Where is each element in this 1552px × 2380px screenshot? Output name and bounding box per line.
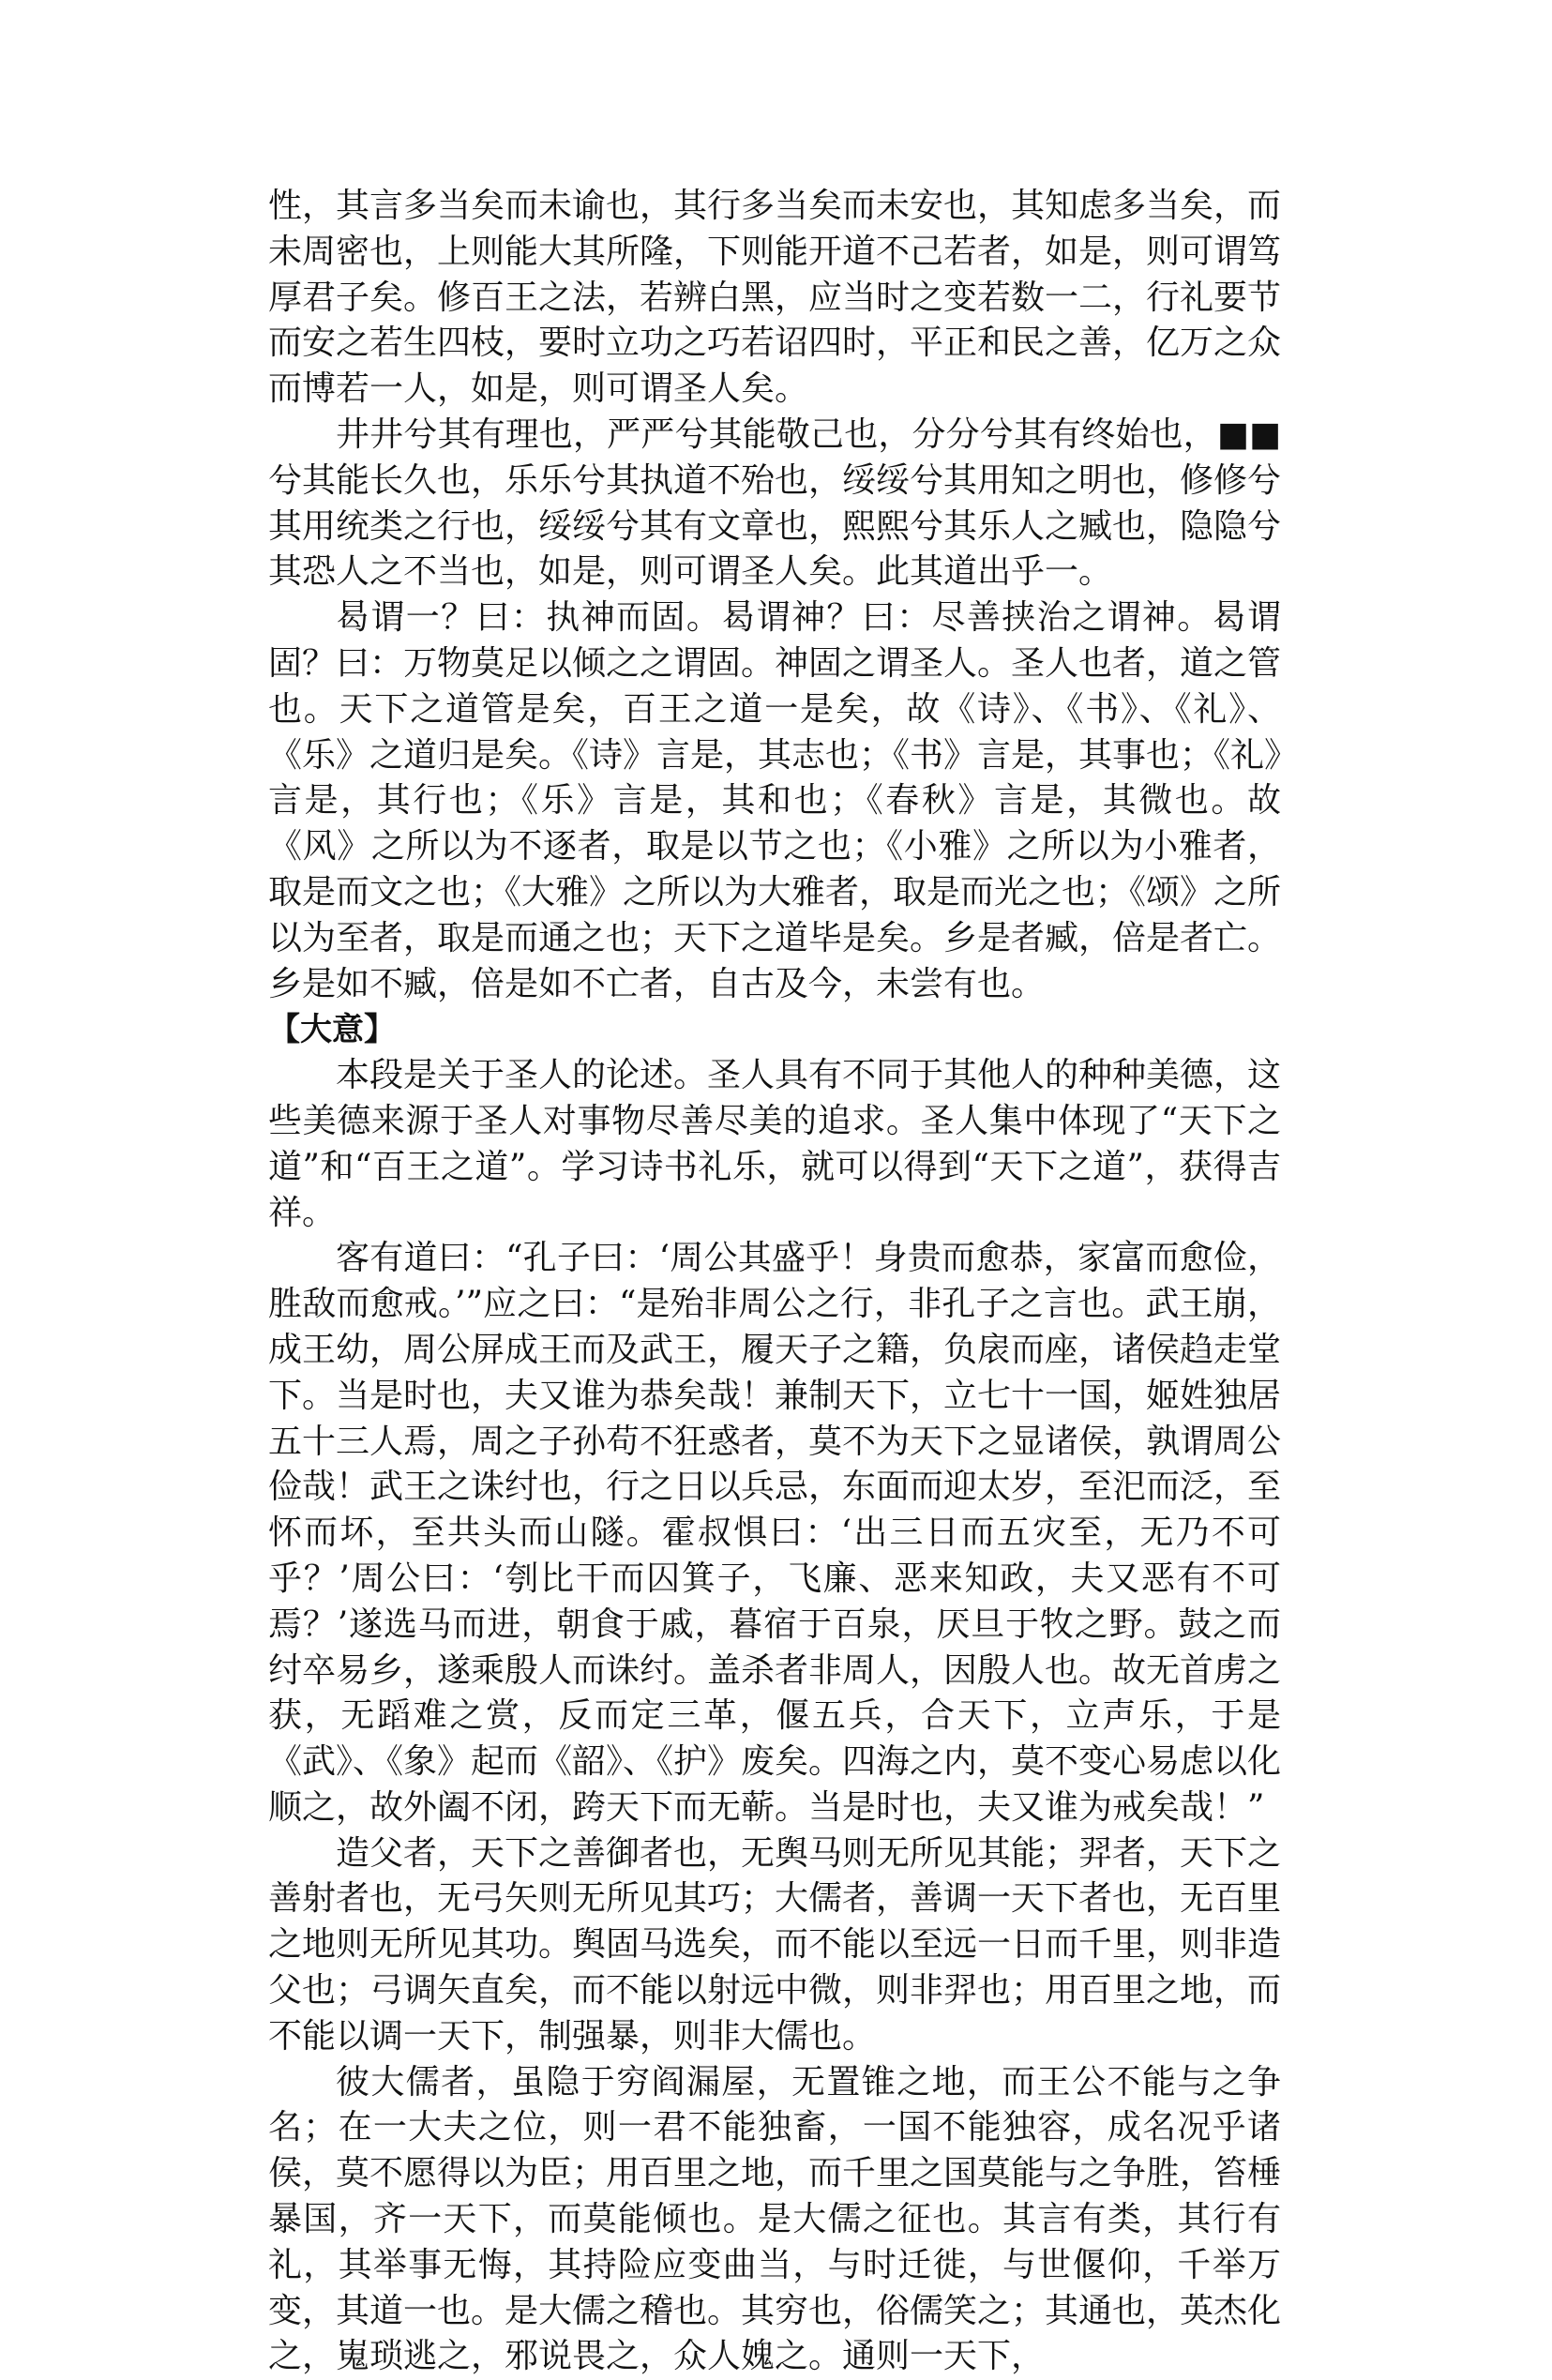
section-heading-dayi: 【大意】 <box>268 1011 396 1049</box>
paragraph-3: 曷谓一？曰：执神而固。曷谓神？曰：尽善挟治之谓神。曷谓固？曰：万物莫足以倾之之谓固。神固之谓圣人。圣人也者，道之管也。天下之道管是矣，百王之道一是矣，故《诗》、《书》、《礼》、《乐》之道归是矣。《诗》言是，其志也；《书》言是，其事也；《礼》言是，其行也；《乐》言是，其和也；《春秋》言是，其微也。故《风》之所以为不逐者，取是以节之也；《小雅》之所以为小雅者，取是而文之也；《大雅》之所以为大雅者，取是而光之也；《颂》之所以为至者，取是而通之也；天下之道毕是矣。乡是者臧，倍是者亡。乡是如不臧，倍是如不亡者，自古及今，未尝有也。 <box>268 598 1282 1003</box>
paragraph-zhougong: 客有道曰：“孔子曰：‘周公其盛乎！身贵而愈恭，家富而愈俭，胜敌而愈戒。’”应之曰：“是殆非周公之行，非孔子之言也。武王崩，成王幼，周公屏成王而及武王，履天子之籍，负扆而座，诸侯趋走堂下。当是时也，夫又谁为恭矣哉！兼制天下，立七十一国，姬姓独居五十三人焉，周之子孙苟不狂惑者，莫不为天下之显诸侯，孰谓周公俭哉！武王之诛纣也，行之日以兵忌，东面而迎太岁，至汜而泛，至怀而坏，至共头而山隧。霍叔惧曰：‘出三日而五灾至，无乃不可乎？’周公曰：‘刳比干而囚箕子，飞廉、恶来知政，夫又恶有不可焉？’遂选马而进，朝食于戚，暮宿于百泉，厌旦于牧之野。鼓之而纣卒易乡，遂乘殷人而诛纣。盖杀者非周人，因殷人也。故无首虏之获，无蹈难之赏，反而定三革，偃五兵，合天下，立声乐，于是《武》、《象》起而《韶》、《护》废矣。四海之内，莫不变心易虑以化顺之，故外阖不闭，跨天下而无蕲。当是时也，夫又谁为戒矣哉！” <box>268 1239 1282 1827</box>
paragraph-summary: 本段是关于圣人的论述。圣人具有不同于其他人的种种美德，这些美德来源于圣人对事物尽善尽美的追求。圣人集中体现了“天下之道”和“百王之道”。学习诗书礼乐，就可以得到“天下之道”，获得吉祥。 <box>268 1056 1282 1232</box>
paragraph-zaofu: 造父者，天下之善御者也，无舆马则无所见其能；羿者，天下之善射者也，无弓矢则无所见其巧；大儒者，善调一天下者也，无百里之地则无所见其功。舆固马选矣，而不能以至远一日而千里，则非造父也；弓调矢直矣，而不能以射远中微，则非羿也；用百里之地，而不能以调一天下，制强暴，则非大儒也。 <box>268 1833 1282 2056</box>
document-body <box>268 184 1281 2380</box>
paragraph-2: 井井兮其有理也，严严兮其能敬己也，分分兮其有终始也，■■兮其能长久也，乐乐兮其执道不殆也，绥绥兮其用知之明也，修修兮其用统类之行也，绥绥兮其有文章也，熙熙兮其乐人之臧也，隐隐兮其恐人之不当也，如是，则可谓圣人矣。此其道出乎一。 <box>268 414 1282 592</box>
paragraph-1: 性，其言多当矣而未谕也，其行多当矣而未安也，其知虑多当矣，而未周密也，上则能大其所隆，下则能开道不己若者，如是，则可谓笃厚君子矣。修百王之法，若辨白黑，应当时之变若数一二，行礼要节而安之若生四枝，要时立功之巧若诏四时，平正和民之善，亿万之众而博若一人，如是，则可谓圣人矣。 <box>268 187 1282 409</box>
paragraph-daru: 彼大儒者，虽隐于穷阎漏屋，无置锥之地，而王公不能与之争名；在一大夫之位，则一君不能独畜，一国不能独容，成名况乎诸侯，莫不愿得以为臣；用百里之地，而千里之国莫能与之争胜，笞棰暴国，齐一天下，而莫能倾也。是大儒之征也。其言有类，其行有礼，其举事无悔，其持险应变曲当，与时迁徙，与世偃仰，千举万变，其道一也。是大儒之稽也。其穷也，俗儒笑之；其通也，英杰化之，嵬琐逃之，邪说畏之，众人媿之。通则一天下， <box>268 2062 1282 2376</box>
